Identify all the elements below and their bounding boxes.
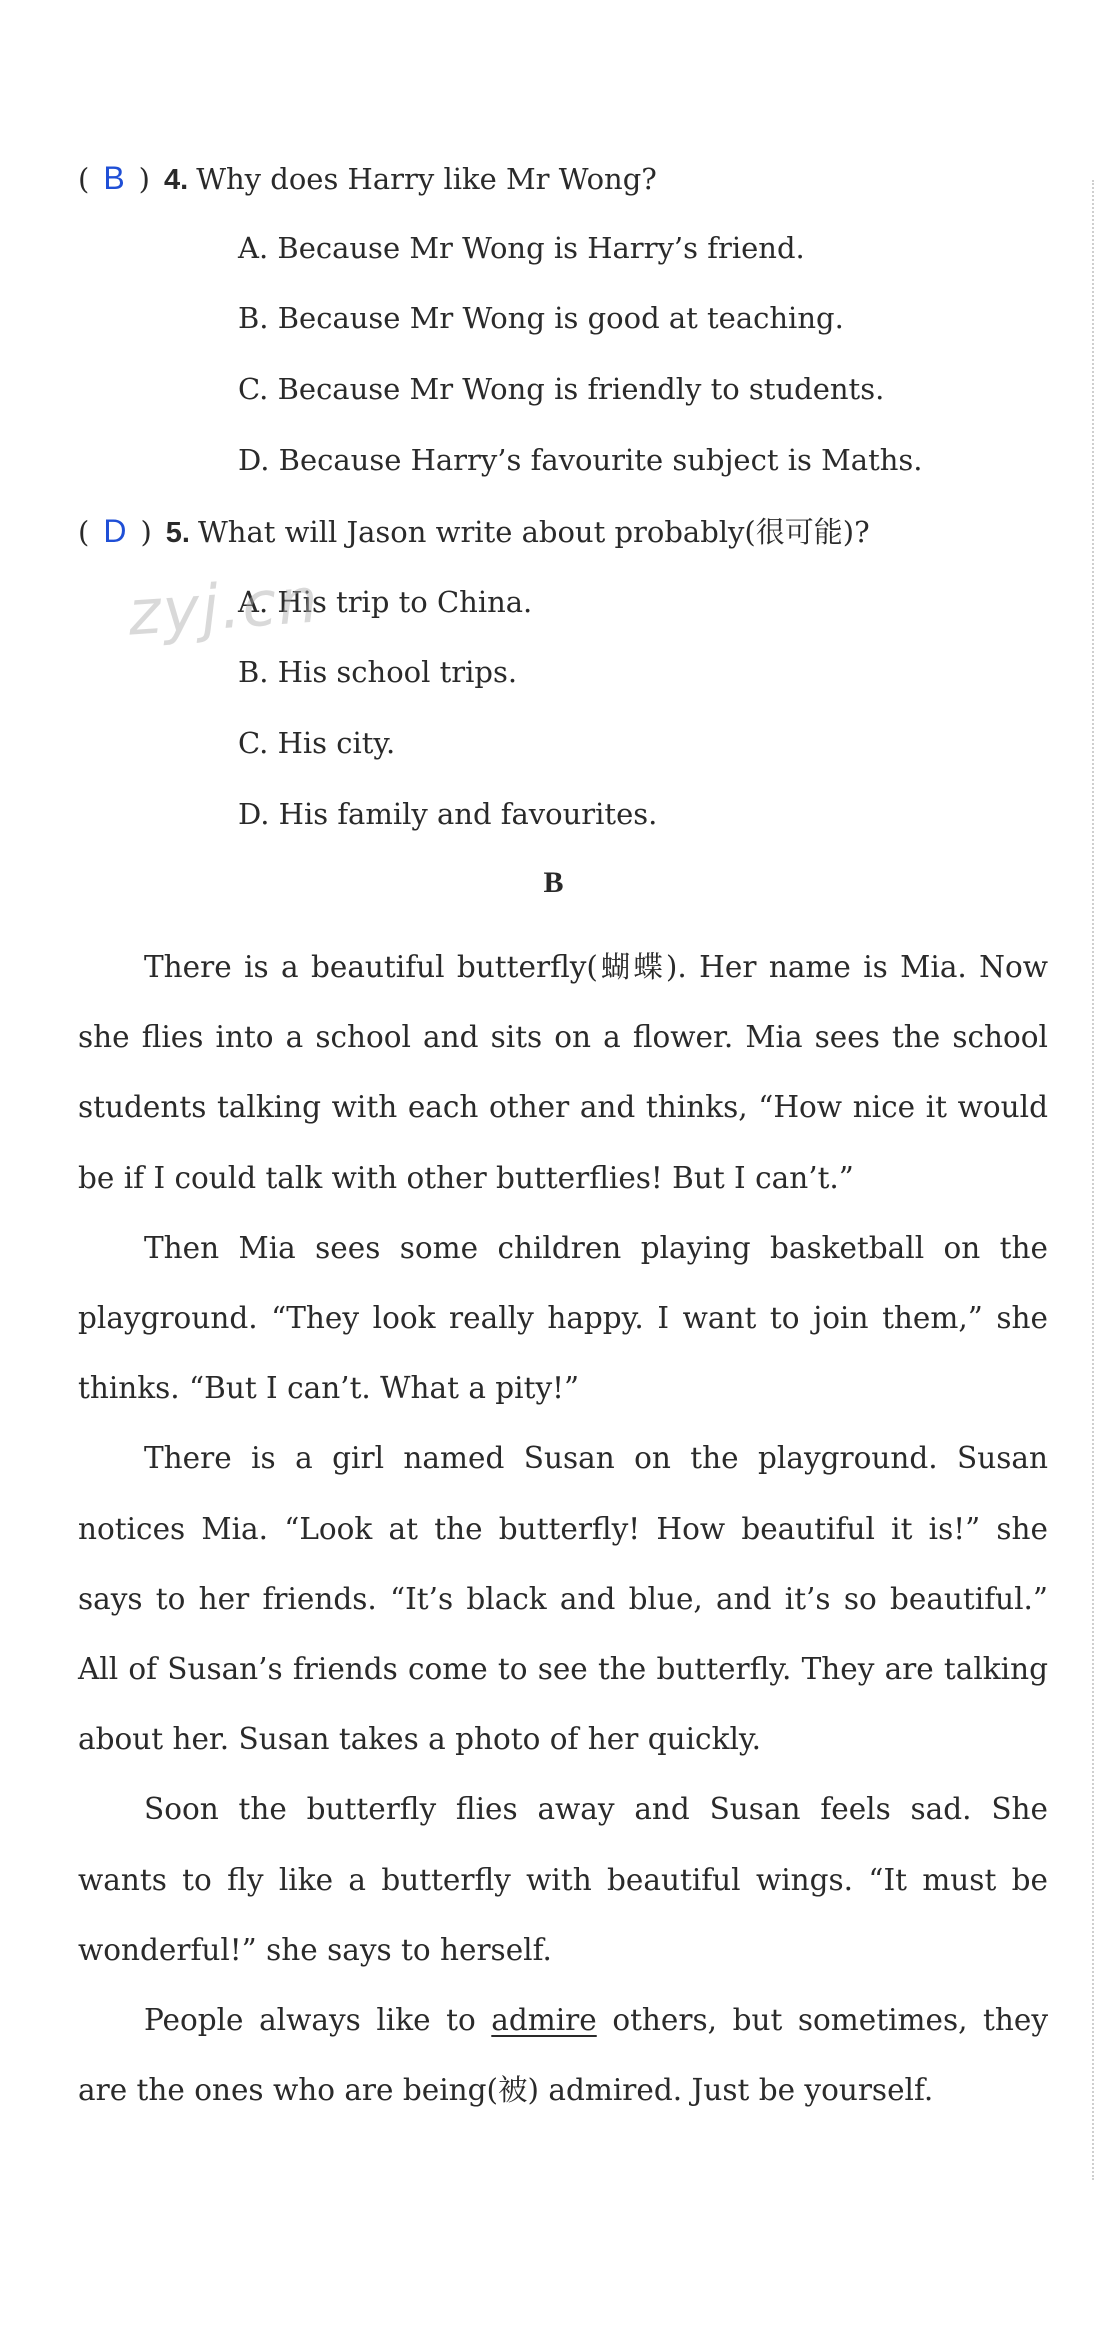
question-5-number: 5. (165, 517, 190, 549)
passage-paragraph-3: There is a girl named Susan on the playground. Susan notices Mia. “Look at the butterfly! How beautiful it is!” she says to her friends. “It’s black and blue, and it’s so beautiful.” All of Susan’s friends come to see the butterfly. They are talking about her. Susan takes a photo of her quickly. (78, 1441, 1048, 1757)
watermark: zyj.cn (125, 563, 322, 650)
question-4-option-a: A. Because Mr Wong is Harry’s friend. (238, 231, 805, 265)
passage-paragraph-2: Then Mia sees some children playing basketball on the playground. “They look really happy. I want to join them,” she thinks. “But I can’t. What a pity!” (78, 1230, 1048, 1406)
question-5-option-d: D. His family and favourites. (238, 797, 658, 831)
open-paren: ( (78, 515, 90, 549)
question-4-text: Why does Harry like Mr Wong? (196, 162, 657, 196)
question-4-answer: B (103, 160, 125, 196)
passage-paragraph-5 (78, 1985, 1048, 2125)
paragraph-5-start: People always like to (144, 2003, 492, 2038)
question-5 (78, 511, 870, 553)
close-paren: ) (138, 162, 150, 196)
paragraph-5-end: others, but sometimes, they are the ones who are being(被) admired. Just be yourself. (78, 2003, 1049, 2108)
question-4-option-c: C. Because Mr Wong is friendly to students. (238, 372, 885, 406)
close-paren: ) (140, 515, 152, 549)
underlined-word-admire: admire (491, 2003, 597, 2038)
passage-paragraph-4: Soon the butterfly flies away and Susan feels sad. She wants to fly like a butterfly with beautiful wings. “It must be wonderful!” she says to herself. (78, 1792, 1048, 1967)
question-5-text: What will Jason write about probably(很可能)? (197, 515, 870, 549)
reading-passage (78, 932, 1048, 2125)
question-5-answer: D (103, 513, 127, 549)
question-5-option-a: A. His trip to China. (238, 585, 533, 619)
question-4 (78, 158, 657, 200)
question-5-option-b: B. His school trips. (238, 655, 518, 689)
question-5-option-c: C. His city. (238, 726, 396, 760)
page-edge-rule (1092, 180, 1094, 2180)
question-4-option-d: D. Because Harry’s favourite subject is Maths. (238, 443, 923, 477)
open-paren: ( (78, 162, 90, 196)
question-4-option-b: B. Because Mr Wong is good at teaching. (238, 301, 844, 335)
question-4-number: 4. (164, 164, 189, 196)
section-title: B (543, 866, 564, 899)
passage-paragraph-1: There is a beautiful butterfly(蝴蝶). Her name is Mia. Now she flies into a school and sits on a flower. Mia sees the school students talking with each other and thinks, “How nice it would be if I could talk with other butterflies! But I can’t.” (78, 950, 1048, 1195)
